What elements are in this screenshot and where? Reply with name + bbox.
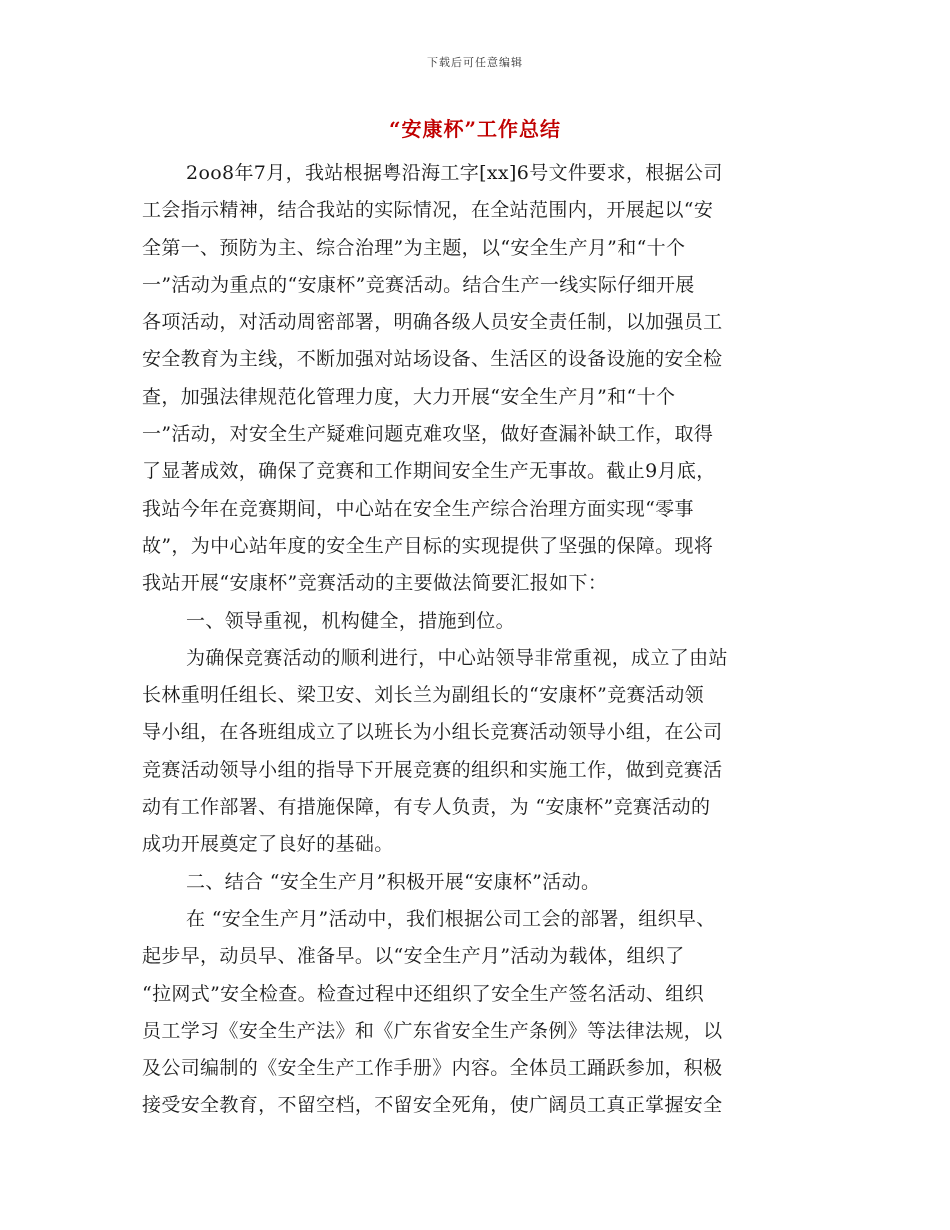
header-note: 下载后可任意编辑 bbox=[427, 56, 523, 69]
text-line: 全第一、预防为主、综合治理”为主题，以“安全生产月”和“十个 bbox=[142, 236, 686, 259]
document-body bbox=[142, 155, 802, 1125]
text-line: 竞赛活动领导小组的指导下开展竞赛的组织和实施工作，做到竞赛活 bbox=[142, 758, 723, 781]
text-line: 起步早，动员早、准备早。以“安全生产月”活动为载体，组织了 bbox=[142, 945, 685, 968]
text-line: 工会指示精神，结合我站的实际情况，在全站范围内，开展起以“安 bbox=[142, 199, 714, 222]
text-line: 故”，为中心站年度的安全生产目标的实现提供了坚强的保障。现将 bbox=[142, 534, 714, 557]
text-line: 各项活动，对活动周密部署，明确各级人员安全责任制，以加强员工 bbox=[142, 311, 723, 334]
text-line: 了显著成效，确保了竞赛和工作期间安全生产无事故。截止9月底， bbox=[142, 460, 716, 483]
text-line: 查，加强法律规范化管理力度，大力开展“安全生产月”和“十个 bbox=[142, 385, 676, 408]
text-line: 导小组，在各班组成立了以班长为小组长竞赛活动领导小组，在公司 bbox=[142, 721, 723, 744]
text-line: 二、结合 “安全生产月”积极开展“安康杯”活动。 bbox=[186, 870, 601, 893]
text-line: 安全教育为主线，不断加强对站场设备、生活区的设备设施的安全检 bbox=[142, 348, 723, 371]
text-line: 我站开展“安康杯”竞赛活动的主要做法简要汇报如下： bbox=[142, 572, 608, 595]
text-line: “拉网式”安全检查。检查过程中还组织了安全生产签名活动、组织 bbox=[142, 982, 704, 1005]
text-line: 在 “安全生产月”活动中，我们根据公司工会的部署，组织早、 bbox=[186, 907, 716, 930]
text-line: 一”活动为重点的“安康杯”竞赛活动。结合生产一线实际仔细开展 bbox=[142, 273, 695, 296]
text-line: 一、领导重视，机构健全，措施到位。 bbox=[186, 609, 515, 632]
text-line: 动有工作部署、有措施保障，有专人负责，为 “安康杯”竞赛活动的 bbox=[142, 796, 711, 819]
text-line: 成功开展奠定了良好的基础。 bbox=[142, 833, 394, 856]
text-line: 接受安全教育，不留空档，不留安全死角，使广阔员工真正掌握安全 bbox=[142, 1094, 723, 1117]
text-line: 为确保竞赛活动的顺利进行，中心站领导非常重视，成立了由站 bbox=[186, 646, 728, 669]
text-line: 我站今年在竞赛期间，中心站在安全生产综合治理方面实现“零事 bbox=[142, 497, 694, 520]
text-line: 2oo8年7月，我站根据粤沿海工字[xx]6号文件要求，根据公司 bbox=[186, 162, 723, 184]
text-line: 员工学习《安全生产法》和《广东省安全生产条例》等法律法规，以 bbox=[142, 1019, 723, 1042]
text-line: 一”活动，对安全生产疑难问题克难攻坚，做好查漏补缺工作，取得 bbox=[142, 423, 714, 446]
document-title: “安康杯”工作总结 bbox=[388, 117, 561, 141]
text-line: 及公司编制的《安全生产工作手册》内容。全体员工踊跃参加，积极 bbox=[142, 1057, 723, 1080]
text-line: 长林重明任组长、梁卫安、刘长兰为副组长的“安康杯”竞赛活动领 bbox=[142, 684, 704, 707]
